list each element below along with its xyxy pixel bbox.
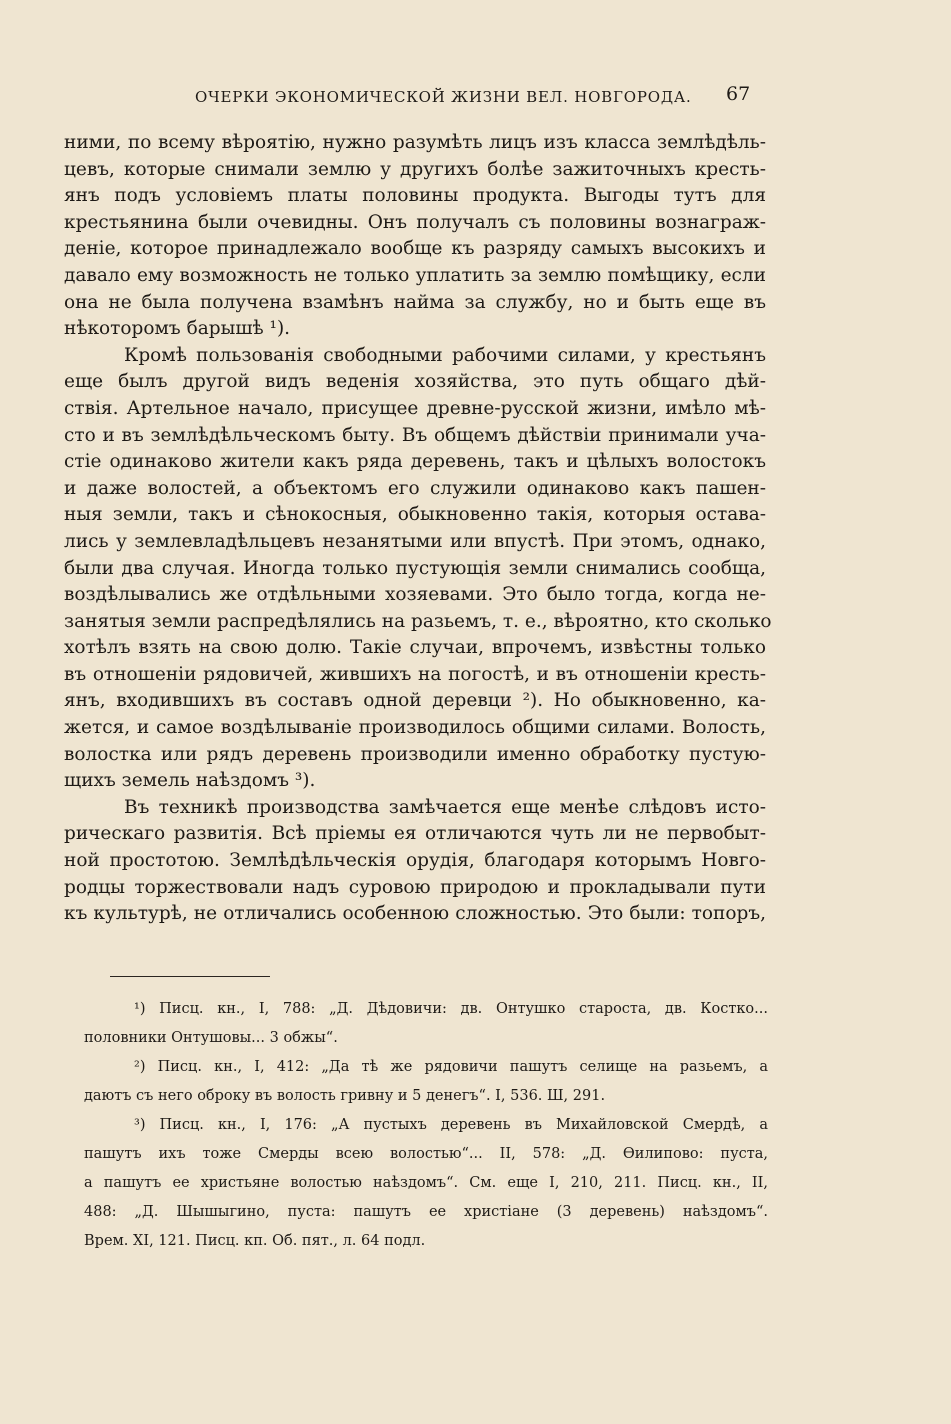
footnotes — [84, 995, 768, 1256]
text-line: Въ техникѣ производства замѣчается еще менѣе слѣдовъ исто- — [124, 796, 766, 818]
text-line: ной простотою. Землѣдѣльческія орудія, благодаря которымъ Новго- — [64, 850, 766, 872]
footnote-line: пашутъ ихъ тоже Смерды всею волостью“... II, 578: „Д. Ѳилипово: пуста, — [84, 1146, 768, 1162]
text-line: ныя земли, такъ и сѣнокосныя, обыкновенно такія, которыя остава- — [64, 504, 766, 526]
text-line: лись у землевладѣльцевъ незанятыми или впустѣ. При этомъ, однако, — [64, 530, 766, 552]
text-line: янъ, входившихъ въ составъ одной деревци ²). Но обыкновенно, ка- — [64, 690, 766, 712]
text-line: волостка или рядъ деревень производили именно обработку пустую- — [64, 743, 766, 765]
footnote-line: Врем. XI, 121. Писц. кп. Об. пят., л. 64 подл. — [84, 1233, 426, 1249]
footnote-line: ¹) Писц. кн., I, 788: „Д. Дѣдовичи: дв. Онтушко староста, дв. Костко... — [134, 1001, 768, 1017]
text-line: нѣкоторомъ барышѣ ¹). — [64, 318, 291, 340]
text-line: деніе, которое принадлежало вообще къ разряду самыхъ высокихъ и — [64, 238, 766, 260]
text-line: хотѣлъ взять на свою долю. Такіе случаи, впрочемъ, извѣстны только — [64, 637, 766, 659]
text-line: воздѣлывались же отдѣльными хозяевами. Это было тогда, когда не- — [64, 584, 766, 606]
text-line: сто и въ землѣдѣльческомъ быту. Въ общемъ дѣйствіи принимали уча- — [64, 424, 766, 446]
text-line: еще былъ другой видъ веденія хозяйства, это путь общаго дѣй- — [64, 371, 766, 393]
text-line: стіе одинаково жители какъ ряда деревень, такъ и цѣлыхъ волостокъ — [64, 451, 766, 473]
page-number: 67 — [726, 83, 751, 105]
main-text — [64, 130, 772, 928]
running-header: ОЧЕРКИ ЭКОНОМИЧЕСКОЙ ЖИЗНИ ВЕЛ. НОВГОРОДА. — [195, 88, 692, 106]
text-line: давало ему возможность не только уплатить за землю помѣщику, если — [64, 264, 766, 286]
text-line: цевъ, которые снимали землю у другихъ болѣе зажиточныхъ кресть- — [64, 158, 766, 180]
text-line: жется, и самое воздѣлываніе производилось общими силами. Волость, — [64, 717, 766, 739]
text-line: и даже волостей, а объектомъ его служили одинаково какъ пашен- — [64, 477, 766, 499]
footnote-line: 488: „Д. Шышыгино, пуста: пашутъ ее христіане (3 деревень) наѣздомъ“. — [84, 1204, 768, 1220]
footnote-line: а пашутъ ее христьяне волостью наѣздомъ“. См. еще I, 210, 211. Писц. кн., II, — [84, 1175, 768, 1191]
footnote-divider — [110, 976, 270, 977]
text-line: она не была получена взамѣнъ найма за службу, но и быть еще въ — [64, 291, 766, 313]
text-line: въ отношеніи рядовичей, жившихъ на погостѣ, и въ отношеніи кресть- — [64, 663, 766, 685]
footnote-line: ²) Писц. кн., I, 412: „Да тѣ же рядовичи пашутъ селище на разьемъ, а — [134, 1059, 768, 1075]
text-line: крестьянина были очевидны. Онъ получалъ съ половины вознаграж- — [64, 211, 766, 233]
footnote-line: половники Онтушовы... 3 обжы“. — [84, 1030, 338, 1046]
footnote-line: даютъ съ него оброку въ волость гривну и 5 денегъ“. I, 536. Ш, 291. — [84, 1088, 606, 1104]
text-line: къ культурѣ, не отличались особенною сложностью. Это были: топоръ, — [64, 903, 766, 925]
text-line: Кромѣ пользованія свободными рабочими силами, у крестьянъ — [124, 344, 766, 366]
text-line: рическаго развитія. Всѣ пріемы ея отличаются чуть ли не первобыт- — [64, 823, 766, 845]
text-line: ствія. Артельное начало, присущее древне-русской жизни, имѣло мѣ- — [64, 397, 766, 419]
text-line: ними, по всему вѣроятію, нужно разумѣть лицъ изъ класса землѣдѣль- — [64, 132, 766, 153]
text-line: были два случая. Иногда только пустующія земли снимались сообща, — [64, 557, 766, 579]
text-line: родцы торжествовали надъ суровою природою и прокладывали пути — [64, 876, 766, 898]
footnote-line: ³) Писц. кн., I, 176: „А пустыхъ деревень въ Михайловской Смердѣ, а — [134, 1117, 768, 1133]
text-line: щихъ земель наѣздомъ ³). — [64, 770, 316, 792]
text-line: янъ подъ условіемъ платы половины продукта. Выгоды тутъ для — [64, 185, 766, 207]
text-line: занятыя земли распредѣлялись на разьемъ, т. е., вѣроятно, кто сколько — [64, 610, 772, 632]
